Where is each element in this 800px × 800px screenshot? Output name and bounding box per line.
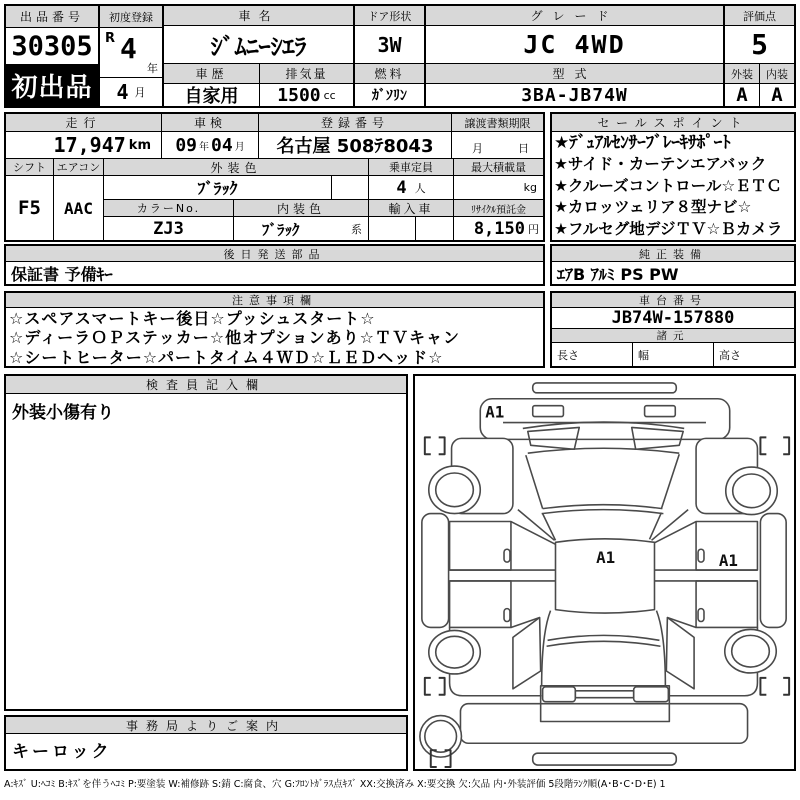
dimensions-label: 諸元: [552, 329, 794, 343]
exterior-color-label: 外装色: [104, 159, 369, 176]
inspection-year-suffix: 年: [199, 141, 209, 153]
factory-equipment-box: [550, 244, 796, 286]
import-car-cell-a: [369, 217, 416, 240]
front-door-left: [450, 522, 511, 571]
spare-tire: [420, 716, 462, 758]
model-code-label: 型式: [426, 64, 723, 84]
rear-bumper: [460, 704, 747, 744]
side-rail-right: [760, 514, 786, 628]
mileage-value-cell: [6, 132, 162, 159]
color-no-label: カラーNo.: [104, 200, 234, 217]
history-label: 車歴: [164, 64, 260, 84]
door-shape-box: [353, 4, 426, 108]
interior-rating-value: A: [771, 84, 783, 106]
score-box: [723, 4, 796, 108]
score-label: 評価点: [725, 6, 794, 26]
registration-number-value: 名古屋 508ﾃ8043: [259, 132, 452, 159]
side-rail-left: [422, 514, 449, 628]
rear-bumper-strip: [533, 753, 677, 765]
first-registration-year-cell: [100, 28, 162, 78]
displacement-label: 排気量: [260, 64, 353, 84]
door-shape-label: ドア形状: [355, 6, 424, 26]
sales-points-box: [550, 112, 796, 242]
displacement-unit: cc: [323, 88, 336, 102]
era-letter: R: [105, 31, 116, 46]
office-notice-label: 事務局よりご案内: [6, 717, 406, 734]
notes-list: [9, 309, 543, 367]
transfer-deadline-cell: [452, 132, 543, 159]
damage-mark-right: A1: [718, 551, 738, 571]
capacity-value: 4: [396, 177, 407, 198]
month-suffix: 月: [134, 86, 146, 99]
rear-door-right: [696, 581, 757, 628]
chassis-label: 車台番号: [552, 293, 794, 308]
cowl: [542, 505, 664, 514]
office-notice-box: [4, 715, 408, 771]
inspection-label: 車検: [162, 114, 259, 132]
inspection-month: 04: [211, 134, 233, 156]
grade-value: JC 4WD: [426, 26, 723, 64]
interior-color-value: ﾌﾞﾗｯｸ: [262, 221, 300, 239]
displacement-value: [260, 84, 353, 106]
max-load-label: 最大積載量: [454, 159, 543, 176]
grade-box: [424, 4, 725, 108]
quarter-window-left: [513, 618, 541, 689]
fuel-value: ｶﾞｿﾘﾝ: [372, 88, 407, 104]
factory-equipment-label: 純正装備: [552, 246, 794, 262]
notes-box: [4, 291, 545, 368]
windshield-bottom: [528, 448, 679, 453]
capacity-value-cell: [369, 176, 454, 200]
exterior-rating-value: A: [725, 84, 760, 106]
color-no-value: ZJ3: [104, 217, 234, 240]
registration-number-label: 登録番号: [259, 114, 452, 132]
exterior-color-value: ﾌﾞﾗｯｸ: [104, 176, 332, 200]
spec-table: [4, 112, 545, 242]
first-registration-month-cell: [100, 78, 162, 106]
later-shipment-label: 後日発送部品: [6, 246, 543, 262]
damage-mark-front-left: A1: [485, 402, 505, 422]
note-line: ☆シートヒーター☆パートタイム４ＷＤ☆ＬＥＤヘッド☆: [9, 347, 444, 367]
sales-point-line: ★サイド・カーテンエアバック: [554, 155, 767, 173]
lot-number-box: [4, 4, 100, 108]
sales-point-line: ★ﾃﾞｭｱﾙｾﾝｻｰﾌﾞﾚｰｷｻﾎﾟｰﾄ: [554, 133, 731, 153]
first-listing-badge: 初出品: [6, 64, 98, 106]
sales-point-line: ★カロッツェリア８型ナビ☆: [554, 198, 752, 216]
recycle-deposit-label: ﾘｻｲｸﾙ預託金: [454, 200, 543, 217]
import-car-label: 輸入車: [369, 200, 454, 217]
car-outline: [420, 383, 789, 767]
height-label: 高さ: [719, 348, 741, 362]
lot-number-label: 出品番号: [6, 6, 98, 28]
sales-points-label: セールスポイント: [552, 114, 794, 132]
hood-sides: [526, 454, 679, 508]
interior-color-cell: [234, 217, 369, 240]
first-registration-box: [98, 4, 164, 108]
exterior-color-suffix-cell: [332, 176, 369, 200]
car-name-value: ｼﾞﾑﾆｰｼｴﾗ: [164, 26, 353, 64]
recycle-deposit-unit: 円: [528, 222, 539, 236]
rear-window: [547, 635, 661, 646]
max-load-unit: kg: [454, 176, 543, 200]
mileage-unit: km: [128, 137, 151, 153]
deadline-day-suffix: 日: [518, 142, 529, 155]
mileage-label: 走行: [6, 114, 162, 132]
fuel-label: 燃料: [355, 64, 424, 84]
car-name-label: 車名: [164, 6, 353, 26]
sales-point-line: ★フルセグ地デジＴＶ☆Ｂカメラ: [554, 219, 783, 238]
note-line: ☆ディーラＯＰステッカー☆他オプションあり☆ＴＶキャン: [9, 328, 460, 348]
recycle-deposit-value: 8,150: [473, 218, 525, 239]
interior-color-suffix: 系: [351, 223, 362, 236]
interior-rating-label: 内装: [760, 64, 794, 84]
later-shipment-box: [4, 244, 545, 286]
capacity-label: 乗車定員: [369, 159, 454, 176]
car-name-box: [162, 4, 355, 108]
interior-color-label: 内装色: [234, 200, 369, 217]
shift-label: シフト: [6, 159, 54, 176]
damage-mark-center: A1: [596, 548, 616, 568]
grade-label: グレード: [426, 6, 723, 26]
displacement-number: 1500: [277, 84, 321, 106]
office-notice-value: キーロック: [12, 742, 112, 762]
vehicle-diagram-box: [413, 374, 796, 771]
capacity-unit: 人: [414, 181, 426, 195]
history-value: 自家用: [164, 84, 260, 106]
vehicle-diagram: [415, 376, 794, 769]
quarter-window-right: [666, 618, 694, 689]
inspector-notes-label: 検査員記入欄: [6, 376, 406, 394]
chassis-box: [550, 291, 796, 368]
door-shape-value: 3W: [355, 26, 424, 64]
registration-year: 4: [120, 32, 137, 65]
inspection-value-cell: [162, 132, 259, 159]
sales-point-line: ★クルーズコントロール☆ＥＴＣ: [554, 176, 782, 195]
notes-label: 注意事項欄: [6, 293, 543, 308]
first-registration-label: 初度登録: [100, 6, 162, 28]
shift-value: F5: [6, 176, 54, 240]
note-line: ☆スペアスマートキー後日☆プッシュスタート☆: [9, 309, 376, 328]
rear-door-left: [450, 581, 511, 628]
inspection-year: 09: [175, 134, 197, 156]
model-code-value: 3BA-JB74W: [521, 84, 628, 106]
chassis-value: JB74W-157880: [552, 308, 794, 329]
legend: A:ｷｽﾞ U:ﾍｺﾐ B:ｷｽﾞを伴うﾍｺﾐ P:要塗装 W:補修跡 S:錆 C:腐食、穴 G:ﾌﾛﾝﾄｶﾞﾗｽ点ｷｽﾞ XX:交換済み X:要交換 欠:欠品 内･外装評価 5段階ﾗﾝｸ順(A･B･C･D･E) 1: [4, 779, 666, 790]
mileage-value: 17,947: [53, 133, 126, 157]
score-value: 5: [725, 26, 794, 64]
import-car-cell-b: [416, 217, 454, 240]
bumper-step-right: [634, 687, 669, 702]
bumper-bar: [575, 691, 633, 698]
inspector-notes-box: [4, 374, 408, 711]
year-suffix: 年: [147, 62, 158, 75]
registration-month: 4: [116, 80, 129, 104]
front-bumper-strip: [533, 383, 677, 393]
bumper-step-left: [543, 687, 576, 702]
inspector-notes-value: 外装小傷有り: [12, 403, 114, 423]
aircon-label: エアコン: [54, 159, 104, 176]
front-fascia: [480, 399, 729, 440]
recycle-deposit-cell: [454, 217, 543, 240]
transfer-deadline-label: 譲渡書類期限: [452, 114, 543, 132]
factory-equipment-value: ｴｱB ｱﾙﾐ PS PW: [557, 264, 679, 284]
width-label: 幅: [633, 343, 714, 366]
exterior-rating-label: 外装: [725, 64, 760, 84]
lot-number-value: 30305: [11, 30, 93, 62]
later-shipment-value: 保証書 予備ｷｰ: [11, 264, 113, 284]
inspection-month-suffix: 月: [234, 141, 245, 153]
aircon-value: AAC: [54, 176, 104, 240]
sales-points-list: [554, 133, 794, 238]
deadline-month-suffix: 月: [472, 142, 483, 155]
length-label: 長さ: [552, 343, 633, 366]
